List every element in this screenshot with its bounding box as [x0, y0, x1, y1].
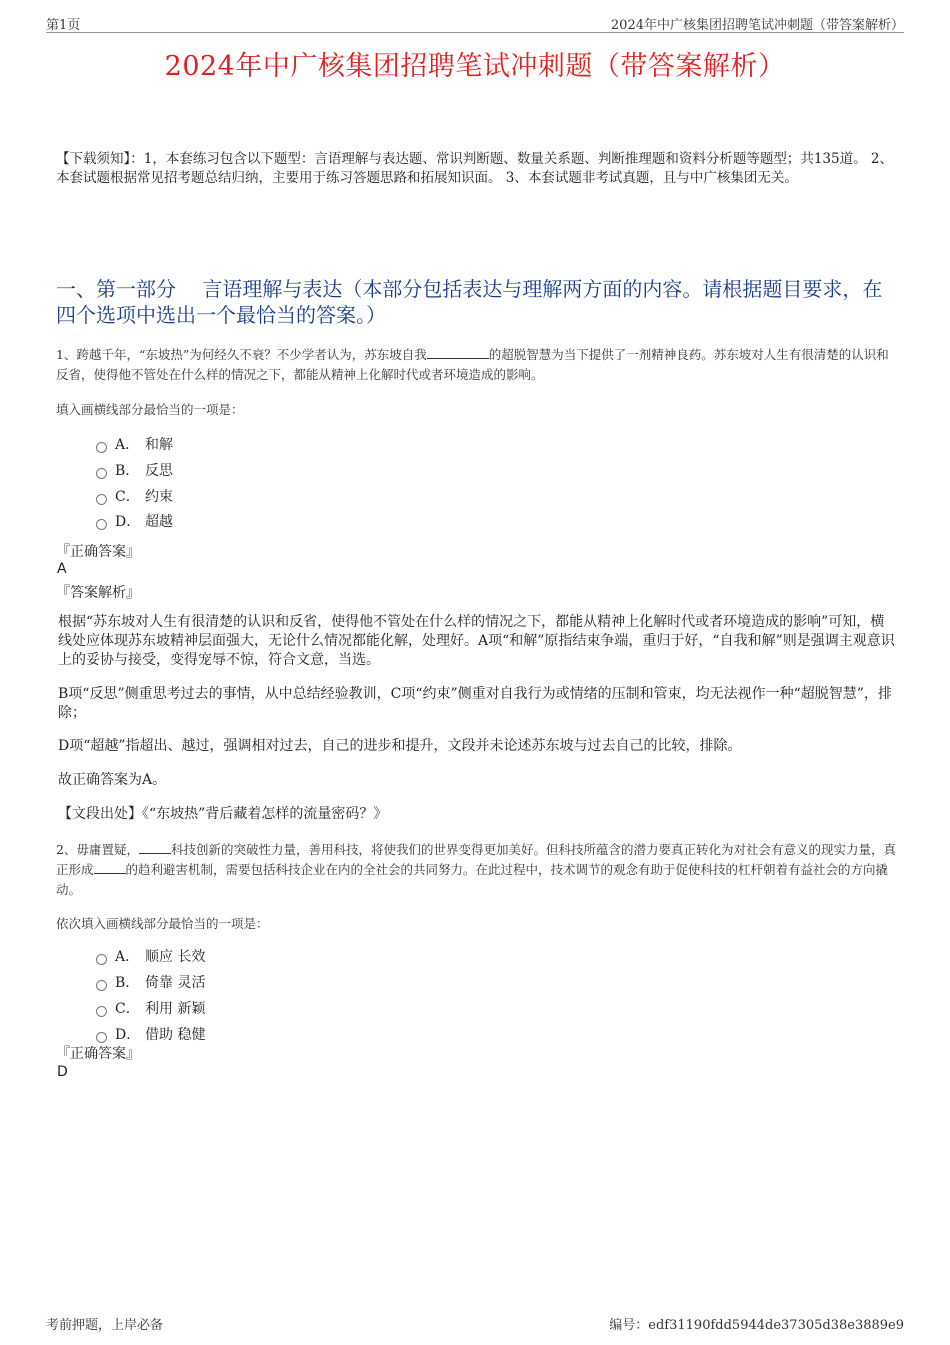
radio-icon[interactable] [96, 1032, 107, 1043]
option-key: A． [115, 949, 140, 965]
passage-source: 【文段出处】《“东坡热”背后藏着怎样的流量密码？》 [58, 806, 388, 822]
option-text: 超越 [145, 514, 173, 530]
footer-slogan: 考前押题，上岸必备 [46, 1318, 164, 1333]
radio-icon[interactable] [96, 954, 107, 965]
header-doc-title: 2024年中广核集团招聘笔试冲刺题（带答案解析） [610, 18, 904, 33]
correct-answer-label: 『正确答案』 [56, 544, 140, 560]
analysis-paragraph: D项“超越”指超出、越过，强调相对过去，自己的进步和提升，文段并未论述苏东坡与过去自己的比较，排除。 [58, 738, 742, 754]
radio-icon[interactable] [96, 1006, 107, 1017]
analysis-conclusion: 故正确答案为A。 [58, 772, 167, 788]
question-2-option-c[interactable] [96, 999, 205, 1019]
question-2-option-d[interactable] [96, 1025, 205, 1045]
correct-answer-label: 『正确答案』 [56, 1046, 140, 1062]
question-2-option-b[interactable] [96, 973, 205, 993]
question-1-option-c[interactable] [96, 487, 173, 507]
question-2-option-a[interactable] [96, 947, 205, 967]
question-1-text [56, 345, 901, 385]
option-key: C． [115, 489, 140, 505]
radio-icon[interactable] [96, 468, 107, 479]
fill-blank [427, 346, 489, 359]
option-key: A． [115, 437, 140, 453]
option-text: 倚靠 灵活 [145, 975, 206, 991]
question-1-option-d[interactable] [96, 512, 173, 532]
fill-blank [139, 841, 171, 854]
radio-icon[interactable] [96, 519, 107, 530]
download-notice: 【下载须知】：1，本套练习包含以下题型：言语理解与表达题、常识判断题、数量关系题、判断推理题和资料分析题等题型；共135道。 2、本套试题根据常见招考题总结归纳，主要用于练习答题思路和拓展知识面。 3、本套试题非考试真题，且与中广核集团无关。 [56, 151, 893, 186]
question-1-text-part: 的超脱智慧为当下提供了一剂精神良药。苏东坡对人生有很清楚的认识和反省，使得他不管处在什么样的情况之下，都能从精神上化解时代或者环境造成的影响。 [56, 347, 889, 382]
analysis-label: 『答案解析』 [56, 585, 140, 601]
correct-answer: D [57, 1064, 68, 1080]
question-2-text-part: 的趋利避害机制，需要包括科技企业在内的全社会的共同努力。在此过程中，技术调节的观念有助于促使科技的杠杆朝着有益社会的方向撬动。 [56, 862, 889, 897]
option-key: C． [115, 1001, 140, 1017]
option-key: D． [115, 514, 141, 530]
radio-icon[interactable] [96, 494, 107, 505]
correct-answer: A [57, 561, 67, 577]
page-header [46, 14, 904, 33]
question-1-option-b[interactable] [96, 461, 173, 481]
option-text: 顺应 长效 [145, 949, 206, 965]
option-key: B． [115, 463, 140, 479]
option-key: D． [115, 1027, 141, 1043]
question-1-option-a[interactable] [96, 435, 173, 455]
question-2-text-part: 科技创新的突破性力量，善用科技，将使我们的世界变得更加美好。但科技所蕴含的潜力要真正转化为对社会有意义的现实力量，真正形成 [56, 842, 896, 877]
option-key: B． [115, 975, 140, 991]
question-1-text-part: 1、跨越千年，“东坡热”为何经久不衰？不少学者认为，苏东坡自我 [56, 347, 427, 362]
fill-blank [94, 861, 126, 874]
option-text: 反思 [145, 463, 173, 479]
document-title: 2024年中广核集团招聘笔试冲刺题（带答案解析） [164, 51, 786, 82]
analysis-paragraph: B项“反思”侧重思考过去的事情，从中总结经验教训，C项“约束”侧重对自我行为或情绪的压制和管束，均无法视作一种“超脱智慧”，排除； [58, 686, 892, 721]
option-text: 和解 [145, 437, 173, 453]
option-text: 利用 新颖 [145, 1001, 206, 1017]
document-id: 编号：edf31190fdd5944de37305d38e3889e9 [609, 1318, 904, 1333]
page-number: 第1页 [46, 18, 81, 33]
question-1-prompt: 填入画横线部分最恰当的一项是： [56, 402, 244, 417]
question-2-text-part: 2、毋庸置疑， [56, 842, 139, 857]
question-2-prompt: 依次填入画横线部分最恰当的一项是： [56, 916, 269, 931]
analysis-paragraph: 根据“苏东坡对人生有很清楚的认识和反省，使得他不管处在什么样的情况之下，都能从精神上化解时代或者环境造成的影响”可知，横线处应体现苏东坡精神层面强大，无论什么情况都能化解，处理好。A项“和解”原指结束争端，重归于好，“自我和解”则是强调主观意识上的妥协与接受，变得宠辱不惊，符合文意，当选。 [58, 614, 895, 668]
radio-icon[interactable] [96, 442, 107, 453]
option-text: 约束 [145, 489, 173, 505]
option-text: 借助 稳健 [145, 1027, 206, 1043]
question-2-text [56, 840, 901, 900]
section-heading: 一、第一部分 言语理解与表达（本部分包括表达与理解两方面的内容。请根据题目要求，在四个选项中选出一个最恰当的答案。） [56, 277, 883, 327]
radio-icon[interactable] [96, 980, 107, 991]
